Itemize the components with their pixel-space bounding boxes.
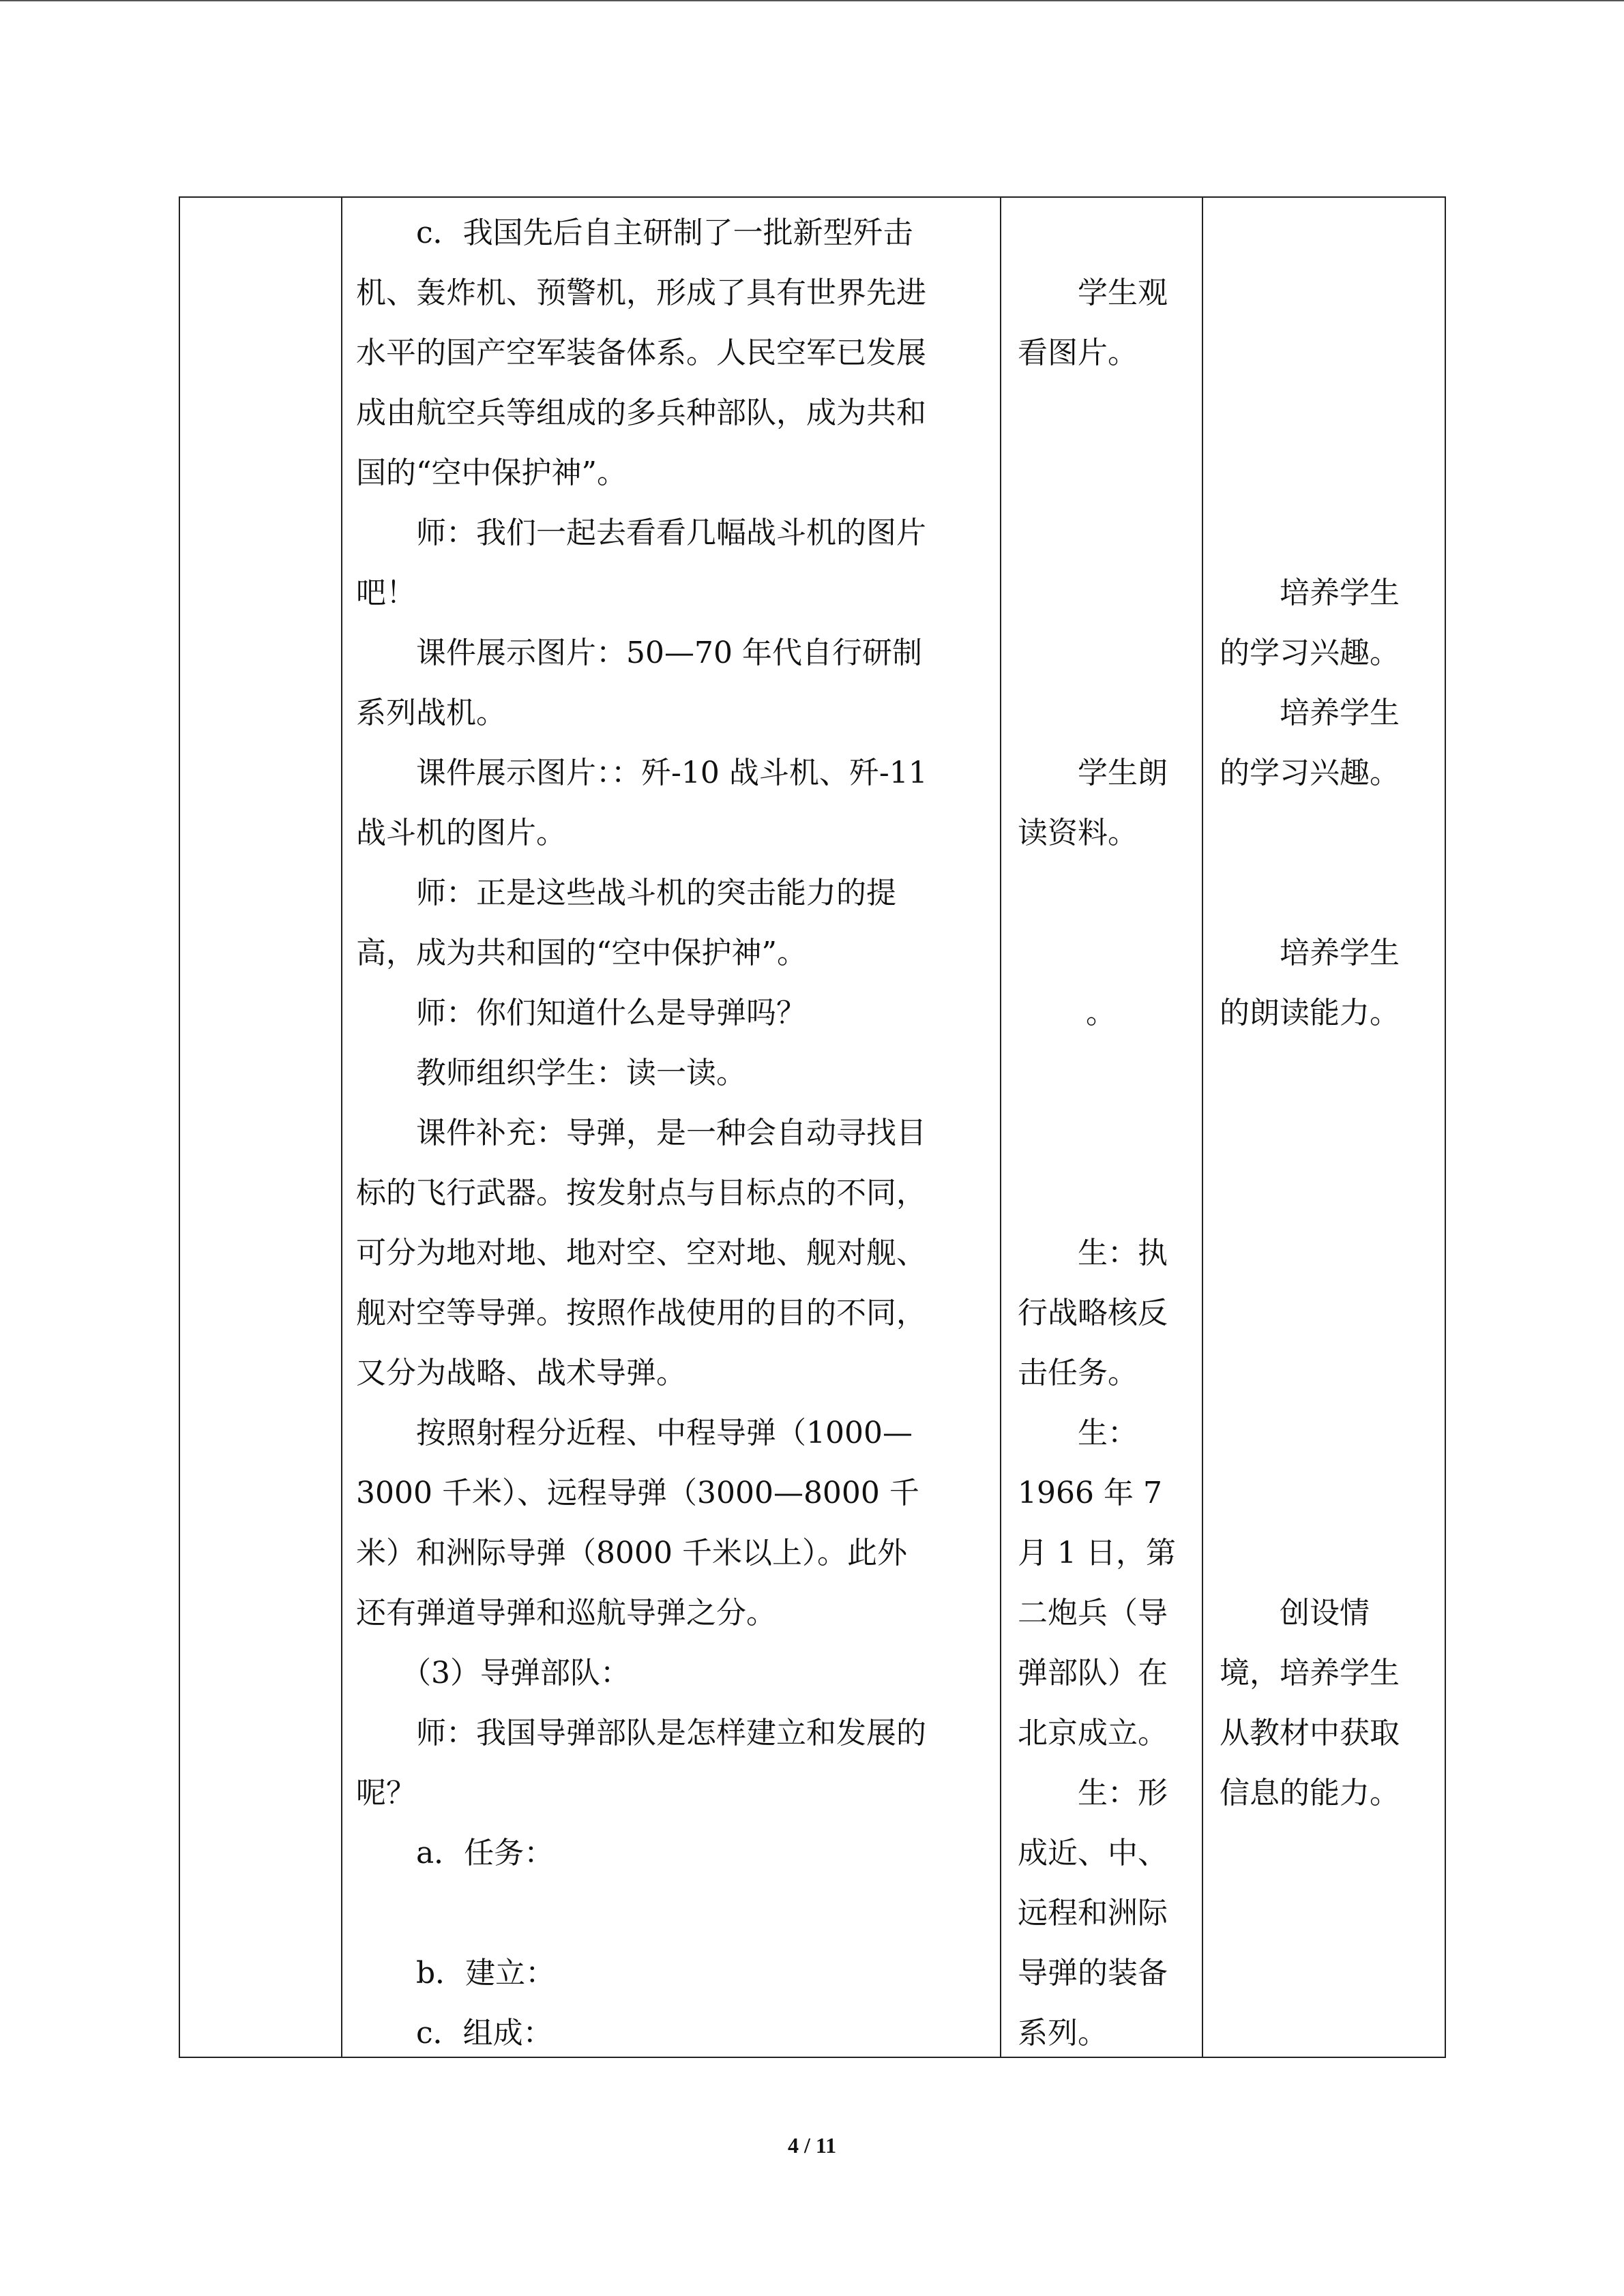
text-line: 生：	[1078, 1416, 1138, 1450]
text-line: 的朗读能力。	[1220, 996, 1400, 1030]
text-line: 课件补充：导弹，是一种会自动寻找目	[416, 1116, 926, 1150]
text-line: 课件展示图片：：歼-10 战斗机、歼-11	[416, 756, 928, 790]
text-line: 弹部队）在	[1018, 1656, 1168, 1690]
page-top-border	[0, 0, 1624, 1]
text-line: 培养学生	[1280, 696, 1400, 730]
column-blank	[180, 198, 341, 2057]
text-line: 击任务。	[1018, 1356, 1138, 1390]
text-line: 3000 千米）、远程导弹（3000—8000 千	[356, 1476, 919, 1510]
text-line: 课件展示图片：50—70 年代自行研制	[416, 636, 922, 670]
text-line: 从教材中获取	[1220, 1716, 1400, 1750]
text-line: 战斗机的图片。	[356, 816, 566, 850]
text-line: 1966 年 7	[1018, 1476, 1162, 1510]
text-line: 导弹的装备	[1018, 1956, 1168, 1991]
text-line: （3）导弹部队：	[401, 1656, 630, 1690]
text-line: 吧！	[356, 576, 416, 610]
text-line: 培养学生	[1280, 936, 1400, 970]
text-line: 创设情	[1280, 1596, 1370, 1630]
text-line: 二炮兵（导	[1018, 1596, 1168, 1630]
text-line: 信息的能力。	[1220, 1776, 1400, 1810]
text-line: 读资料。	[1018, 816, 1138, 850]
text-line: 还有弹道导弹和巡航导弹之分。	[356, 1596, 776, 1630]
text-line: 呢？	[356, 1776, 416, 1810]
text-line: 系列战机。	[356, 696, 506, 730]
text-line: 行战略核反	[1018, 1296, 1168, 1330]
column-divider	[1202, 198, 1203, 2057]
text-line: 看图片。	[1018, 336, 1138, 370]
column-student-activity	[1018, 198, 1199, 2057]
text-line: b．建立：	[416, 1956, 556, 1991]
text-line: 培养学生	[1280, 576, 1400, 610]
text-line: 生：执	[1078, 1236, 1168, 1270]
text-line: 师：我国导弹部队是怎样建立和发展的	[416, 1716, 926, 1750]
text-line: 学生朗	[1078, 756, 1168, 790]
text-line: 成由航空兵等组成的多兵种部队，成为共和	[356, 396, 926, 430]
text-line: 学生观	[1078, 275, 1168, 310]
text-line: 舰对空等导弹。按照作战使用的目的不同，	[356, 1296, 926, 1330]
text-line: 境，培养学生	[1220, 1656, 1400, 1690]
text-line: 高，成为共和国的“空中保护神”。	[356, 936, 807, 970]
text-line: 水平的国产空军装备体系。人民空军已发展	[356, 336, 926, 370]
column-divider	[1000, 198, 1001, 2057]
page-number: 4 / 11	[787, 2133, 837, 2158]
text-line: 月 1 日，第	[1018, 1536, 1176, 1570]
text-line: 。	[1086, 996, 1116, 1030]
column-design-intent	[1220, 198, 1445, 2057]
text-line: 机、轰炸机、预警机，形成了具有世界先进	[356, 275, 926, 310]
text-line: 又分为战略、战术导弹。	[356, 1356, 686, 1390]
text-line: 国的“空中保护神”。	[356, 456, 627, 490]
text-line: 师：我们一起去看看几幅战斗机的图片	[416, 516, 926, 550]
text-line: 按照射程分近程、中程导弹（1000—	[416, 1416, 913, 1450]
text-line: 米）和洲际导弹（8000 千米以上）。此外	[356, 1536, 907, 1570]
text-line: 生：形	[1078, 1776, 1168, 1810]
text-line: 系列。	[1018, 2016, 1108, 2051]
text-line: 北京成立。	[1018, 1716, 1168, 1750]
text-line: 的学习兴趣。	[1220, 636, 1400, 670]
text-line: a．任务：	[416, 1836, 555, 1870]
text-line: c．组成：	[416, 2016, 553, 2051]
column-teaching-process	[356, 198, 997, 2057]
text-line: 可分为地对地、地对空、空对地、舰对舰、	[356, 1236, 926, 1270]
lesson-table	[179, 196, 1446, 2058]
text-line: 教师组织学生：读一读。	[416, 1056, 746, 1090]
text-line: 师：正是这些战斗机的突击能力的提	[416, 876, 896, 910]
text-line: 标的飞行武器。按发射点与目标点的不同，	[356, 1176, 926, 1210]
text-line: 的学习兴趣。	[1220, 756, 1400, 790]
column-divider	[341, 198, 342, 2057]
text-line: 师：你们知道什么是导弹吗？	[416, 996, 806, 1030]
text-line: 远程和洲际	[1018, 1896, 1168, 1930]
text-line: 成近、中、	[1018, 1836, 1168, 1870]
text-line: c．我国先后自主研制了一批新型歼击	[416, 215, 913, 250]
